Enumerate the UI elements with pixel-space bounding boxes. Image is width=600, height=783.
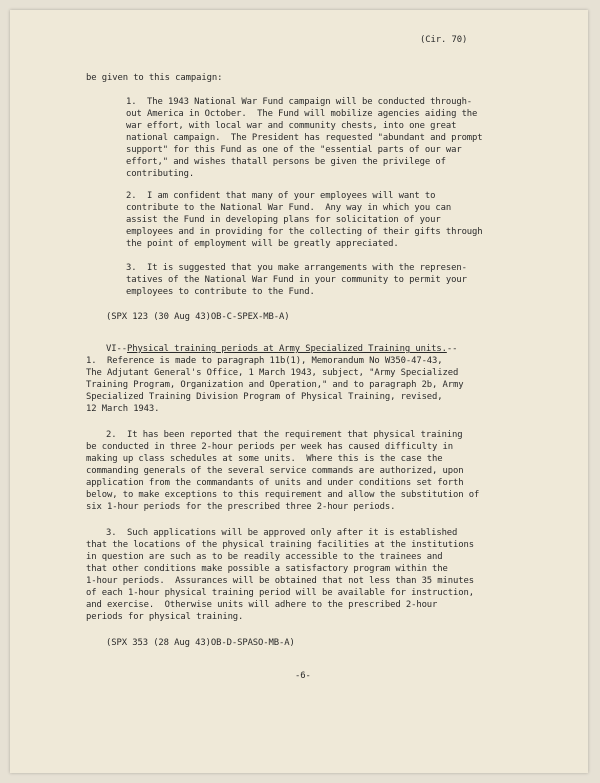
section-title: Physical training periods at Army Specialized Training units.: [126, 344, 447, 354]
text-line: 1. Reference is made to paragraph 11b(1), Memorandum No W350-47-43,: [86, 356, 443, 366]
text-line: national campaign. The President has requested "abundant and prompt: [126, 133, 483, 143]
text-line: commanding generals of the several service commands are authorized, upon: [86, 466, 464, 476]
text-line: 1-hour periods. Assurances will be obtained that not less than 35 minutes: [86, 576, 474, 586]
text-line: periods for physical training.: [86, 612, 244, 622]
section-dash: --: [446, 344, 458, 354]
text-line: employees and in providing for the collecting of their gifts through: [126, 227, 483, 237]
text-line: employees to contribute to the Fund.: [126, 287, 315, 297]
text-line: support" for this Fund as one of the "essential parts of our war: [126, 145, 462, 155]
text-line: six 1-hour periods for the prescribed three 2-hour periods.: [86, 502, 396, 512]
section-number: VI--: [106, 344, 127, 354]
text-line: Training Program, Organization and Operation," and to paragraph 2b, Army: [86, 380, 464, 390]
text-line: 2. It has been reported that the requirement that physical training: [106, 430, 463, 440]
reference-code: (SPX 353 (28 Aug 43)OB-D-SPASO-MB-A): [106, 638, 295, 648]
text-line: the point of employment will be greatly appreciated.: [126, 239, 399, 249]
text-line: that the locations of the physical training facilities at the institutions: [86, 540, 474, 550]
text-line: contributing.: [126, 169, 195, 179]
text-line: 1. The 1943 National War Fund campaign will be conducted through-: [126, 97, 473, 107]
intro-line: be given to this campaign:: [86, 73, 223, 83]
text-line: making up class schedules at some units. Where this is the case the: [86, 454, 443, 464]
circular-number: (Cir. 70): [420, 35, 468, 45]
text-line: contribute to the National War Fund. Any way in which you can: [126, 203, 452, 213]
document-page: [10, 10, 588, 773]
section-heading: [106, 343, 457, 355]
text-line: be conducted in three 2-hour periods per week has caused difficulty in: [86, 442, 454, 452]
reference-code: (SPX 123 (30 Aug 43)OB-C-SPEX-MB-A): [106, 312, 290, 322]
text-line: of each 1-hour physical training period will be available for instruction,: [86, 588, 474, 598]
text-line: and exercise. Otherwise units will adhere to the prescribed 2-hour: [86, 600, 438, 610]
text-line: Specialized Training Division Program of Physical Training, revised,: [86, 392, 443, 402]
text-line: that other conditions make possible a satisfactory program within the: [86, 564, 448, 574]
text-line: war effort, with local war and community chests, into one great: [126, 121, 457, 131]
text-line: The Adjutant General's Office, 1 March 1943, subject, "Army Specialized: [86, 368, 459, 378]
page-number: -6-: [295, 671, 311, 681]
text-line: 3. Such applications will be approved only after it is established: [106, 528, 458, 538]
text-line: 2. I am confident that many of your employees will want to: [126, 191, 436, 201]
text-line: 12 March 1943.: [86, 404, 160, 414]
text-line: 3. It is suggested that you make arrangements with the represen-: [126, 263, 467, 273]
text-line: assist the Fund in developing plans for solicitation of your: [126, 215, 441, 225]
text-line: below, to make exceptions to this requirement and allow the substitution of: [86, 490, 480, 500]
text-line: effort," and wishes thatall persons be given the privilege of: [126, 157, 446, 167]
text-line: tatives of the National War Fund in your community to permit your: [126, 275, 467, 285]
text-line: out America in October. The Fund will mobilize agencies aiding the: [126, 109, 478, 119]
text-line: application from the commandants of units and under conditions set forth: [86, 478, 464, 488]
text-line: in question are such as to be readily accessible to the trainees and: [86, 552, 443, 562]
